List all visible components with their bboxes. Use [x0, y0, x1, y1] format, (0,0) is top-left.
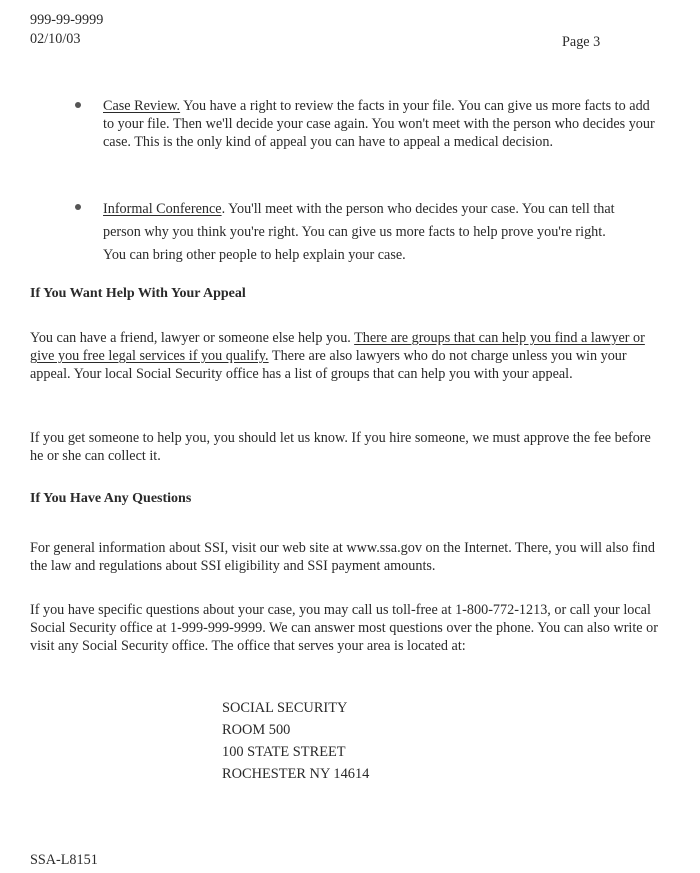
help-para1-end: There are also lawyers who do not charge unless you win your appeal. Your local Social Security office has a list of groups that can help you with your appeal. [30, 348, 627, 382]
help-heading: If You Want Help With Your Appeal [30, 286, 246, 301]
address-line-4: ROCHESTER NY 14614 [222, 766, 370, 782]
office-address [222, 697, 369, 785]
bullet-icon [75, 102, 81, 108]
ssn-text: 999-99-9999 [30, 12, 104, 28]
bullet-case-review [75, 97, 665, 169]
bullet-informal-conference [75, 198, 665, 264]
case-review-title: Case Review. [103, 98, 181, 114]
bullet-text [103, 198, 623, 267]
informal-conference-body: . You'll meet with the person who decides your case. You can tell that person why you think you're right. You can give us more facts to help prove you're right. You can bring other people to help explain your case. [103, 201, 615, 263]
informal-conference-title: Informal Conference [103, 201, 222, 217]
address-line-2: ROOM 500 [222, 722, 291, 738]
help-paragraph-2: If you get someone to help you, you should let us know. If you hire someone, we must approve the fee before he or she can collect it. [30, 430, 651, 464]
date-text: 02/10/03 [30, 31, 81, 47]
questions-paragraph-1: For general information about SSI, visit our web site at www.ssa.gov on the Internet. There, you will also find the law and regulations about SSI eligibility and SSI payment amounts. [30, 540, 655, 574]
help-paragraph-1 [30, 329, 665, 383]
bullet-icon [75, 204, 81, 210]
case-review-body: You have a right to review the facts in your file. You can give us more facts to add to your file. Then we'll decide your case again. You won't meet with the person who decides your case. This is the only kind of appeal you can have to appeal a medical decision. [103, 98, 655, 150]
questions-heading: If You Have Any Questions [30, 491, 192, 506]
help-para1-underlined: There are groups that can help you find a lawyer or give you free legal services if you qualify. [30, 330, 645, 364]
address-line-3: 100 STATE STREET [222, 744, 346, 760]
address-line-1: SOCIAL SECURITY [222, 700, 348, 716]
help-para1-start: You can have a friend, lawyer or someone else help you. [30, 330, 355, 346]
form-id: SSA-L8151 [30, 852, 98, 868]
header-identifiers [30, 11, 103, 49]
page-number: Page 3 [562, 34, 601, 50]
bullet-text [103, 97, 663, 151]
questions-paragraph-2: If you have specific questions about your case, you may call us toll-free at 1-800-772-1213, or call your local Social Security office at 1-999-999-9999. We can answer most questions over the phone. You can also write or visit any Social Security office. The office that serves your area is located at: [30, 602, 658, 654]
